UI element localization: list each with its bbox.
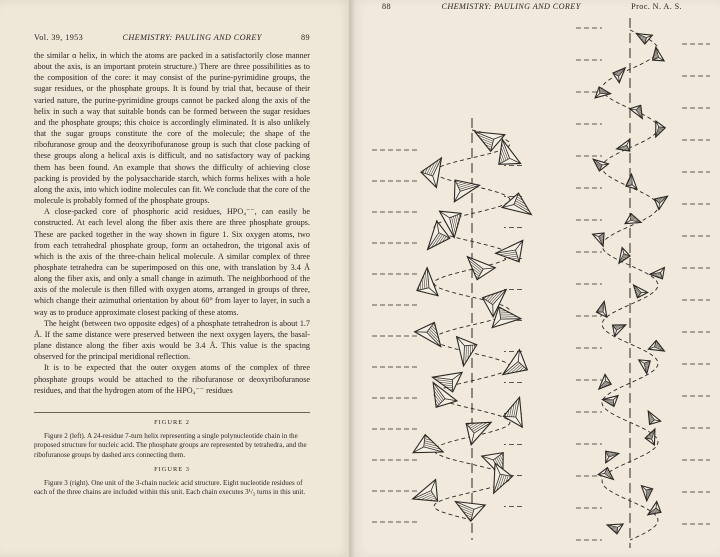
figure-2-heading: FIGURE 2 (154, 419, 190, 426)
figure-3-chain-path (602, 30, 658, 540)
phosphate-tetrahedron (608, 318, 626, 337)
running-title: CHEMISTRY: PAULING AND COREY (441, 2, 581, 11)
phosphate-tetrahedron (420, 156, 442, 187)
phosphate-tetrahedron (444, 170, 480, 204)
phosphate-tetrahedron (624, 212, 642, 225)
phosphate-tetrahedron (458, 411, 491, 447)
book-gutter (349, 0, 355, 557)
phosphate-tetrahedron (643, 411, 662, 428)
paragraph: The height (between two opposite edges) of a phosphate tetrahedron is about 1.7 Å. If the same distance were preserved between the next oxygen layers, the basal-plane distance along the fiber axis would be 3.4 Å. This value is the spacing observed for the principal meridional reflection. (34, 318, 310, 362)
paragraph: A close-packed core of phosphoric acid residues, HPO₄⁻⁻, can easily be constructed. At each level along the fiber axis there are three phosphate groups. These are packed together in the way shown in figure 1. Six oxygen atoms, two from each tetrahedral phosphate group, form an octahedron, the trigonal axis of which is the axis of the three-chain helical molecule. A similar complex of three phosphate tetrahedra can be superimposed on this one, with translation by 3.4 Å along the fiber axis, and only a small change in azimuth. The neighborhood of the axis of the molecule is then filled with oxygen atoms, arranged in groups of three, which change their azimuthal orientation by about 60° from layer to layer, in such a way as to produce approximate closest packing of these atoms. (34, 207, 310, 317)
body-text (34, 50, 310, 396)
footnote-rule (34, 412, 310, 413)
phosphate-tetrahedron (462, 257, 496, 284)
phosphate-tetrahedron (594, 301, 608, 319)
phosphate-tetrahedron (410, 268, 441, 304)
paragraph: It is to be expected that the outer oxygen atoms of the complex of three phosphate groups would be attached to the ribofuranose or deoxyribofuranose residues, and that the hydrogen atom of the HPO₄⁻⁻ residues (34, 363, 310, 395)
figure-3-heading: FIGURE 3 (154, 465, 190, 473)
phosphate-tetrahedron (591, 159, 609, 172)
phosphate-tetrahedron (603, 394, 622, 409)
running-title: CHEMISTRY: PAULING AND COREY (122, 33, 262, 42)
phosphate-tetrahedron (629, 101, 648, 118)
volume-label: Vol. 39, 1953 (34, 33, 84, 42)
figure-2-caption: Figure 2 (left). A 24-residue 7-turn helix representing a single polynucleotide chain in the proposed structure for nucleic acid. The phosphate groups are represented by tetrahedra, and the ribofuranose groups by dashed arcs connecting them. (34, 432, 307, 459)
helix-figures (352, 0, 720, 557)
phosphate-tetrahedron (413, 477, 448, 512)
phosphate-tetrahedron (599, 374, 614, 392)
phosphate-tetrahedron (503, 348, 534, 384)
phosphate-tetrahedron (600, 446, 619, 464)
paragraph: the similar α helix, in which the atoms are packed in a satisfactorily close manner about the axis, is an important protein structure.) There are three possibilities as to the composition of the core: it may consist of the purine-pyrimidine groups, the sugar residues, or the phosphate groups. It is found by trial that, because of their varied nature, the purine-pyrimidine groups cannot be packed along the axis of the helix in such a way that suitable bonds can be formed between the sugar residues and the phosphate groups; this choice is accordingly eliminated. It is also unlikely that the sugar groups constitute the core of the molecule; the shape of the ribofuranose group and the deoxyribofuranose group is such that close packing of these groups along a helical axis is difficult, and no satisfactory way of packing them has been found. An example that shows the difficulty of achieving close packing is provided by the polysaccharide starch, which forms helixes with a hole along the axis, into which iodine molecules can fit. We conclude that the core of the molecule is probably formed of the phosphate groups. (34, 51, 310, 206)
left-page (0, 0, 352, 557)
phosphate-tetrahedron (636, 34, 652, 44)
figure-3-caption: Figure 3 (right). One unit of the 3-chain nucleic acid structure. Eight nucleotide residues of each of the three chains are included within this unit. Each chain executes 3¹/₃ turns in this unit. (34, 479, 306, 497)
phosphate-tetrahedron (411, 433, 443, 456)
phosphate-tetrahedron (617, 138, 636, 156)
phosphate-tetrahedron (645, 429, 656, 446)
phosphate-tetrahedron (650, 266, 669, 283)
phosphate-tetrahedron (502, 191, 534, 214)
phosphate-tetrahedron (496, 238, 532, 270)
phosphate-tetrahedron (454, 331, 482, 366)
page-number: 89 (301, 33, 310, 42)
phosphate-tetrahedron (598, 466, 616, 479)
left-running-head (34, 33, 310, 42)
phosphate-tetrahedron (475, 132, 505, 152)
phosphate-tetrahedron (607, 522, 624, 535)
phosphate-tetrahedron (619, 247, 631, 264)
figure-captions (34, 418, 310, 502)
page-number: 88 (382, 2, 391, 11)
phosphate-tetrahedron (651, 191, 668, 210)
journal-label: Proc. N. A. S. (631, 2, 682, 11)
phosphate-tetrahedron (630, 285, 649, 301)
phosphate-tetrahedron (591, 228, 610, 247)
phosphate-tetrahedron (648, 47, 666, 66)
phosphate-tetrahedron (648, 340, 664, 351)
phosphate-tetrahedron (648, 501, 665, 520)
phosphate-tetrahedron (455, 501, 485, 521)
phosphate-tetrahedron (413, 317, 448, 347)
phosphate-tetrahedron (611, 65, 625, 83)
phosphate-tetrahedron (654, 120, 666, 137)
phosphate-tetrahedron (640, 482, 656, 501)
